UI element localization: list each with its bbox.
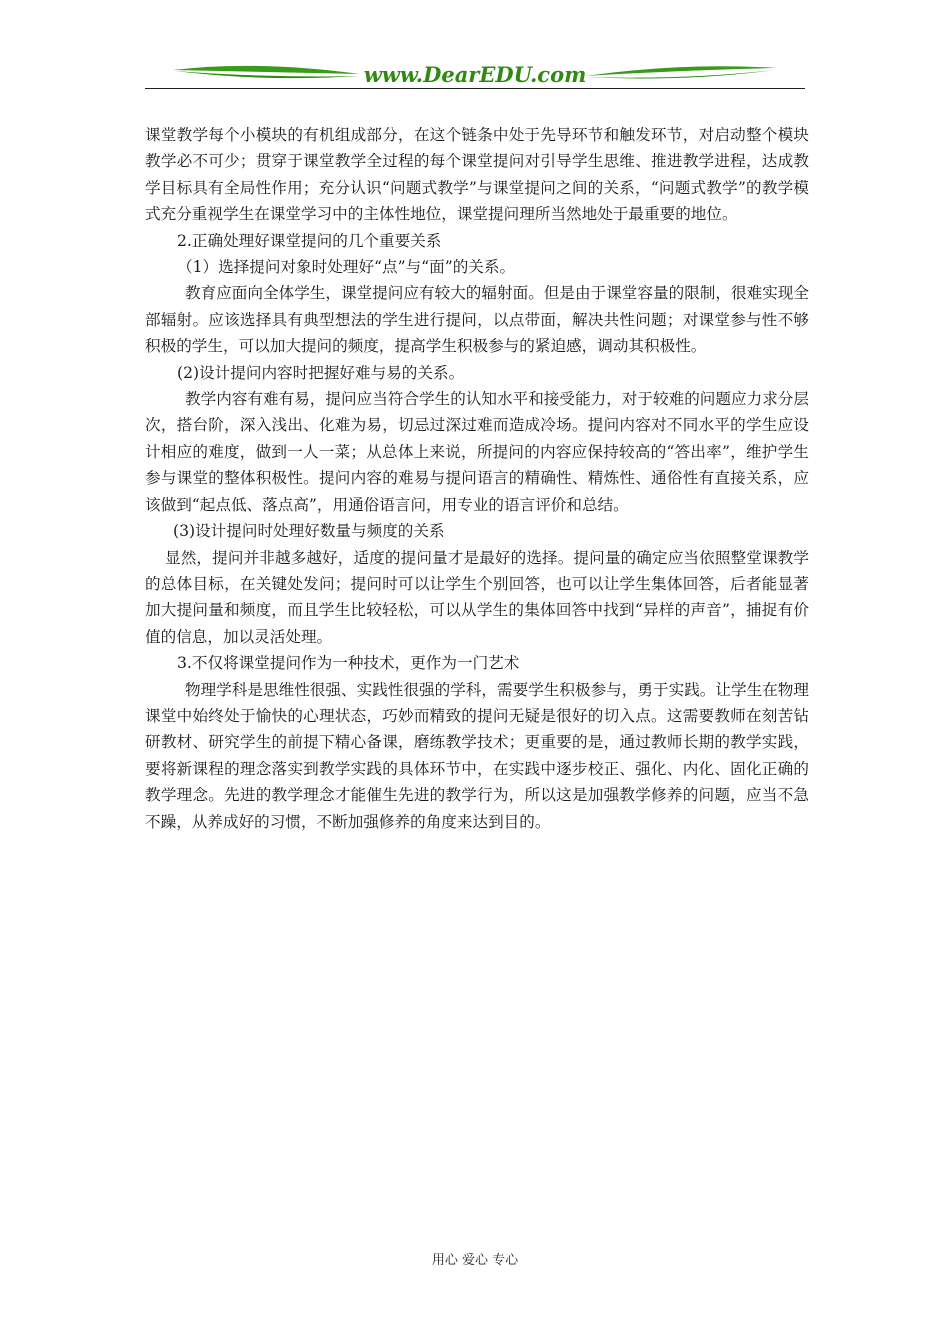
paragraph-art: 物理学科是思维性很强、实践性很强的学科，需要学生积极参与，勇于实践。让学生在物理课堂中始终处于愉快的心理状态，巧妙而精致的提问无疑是很好的切入点。这需要教师在刻苦钻研教材、研究学生的前提下精心备课，磨练教学技术；更重要的是，通过教师长期的教学实践，要将新课程的理念落实到教学实践的具体环节中，在实践中逐步校正、强化、内化、固化正确的教学理念。先进的教学理念才能催生先进的教学行为，所以这是加强教学修养的问题，应当不急不躁，从养成好的习惯，不断加强修养的角度来达到目的。 bbox=[145, 680, 809, 831]
page-footer: 用心 爱心 专心 bbox=[431, 1253, 519, 1268]
subheading-1: （1）选择提问对象时处理好“点”与“面”的关系。 bbox=[177, 258, 516, 277]
section-heading-3: 3.不仅将课堂提问作为一种技术，更作为一门艺术 bbox=[177, 654, 520, 673]
paragraph-quantity: 显然，提问并非越多越好，适度的提问量才是最好的选择。提问量的确定应当依照整堂课教学的总体目标，在关键处发问；提问时可以让学生个别回答，也可以让学生集体回答，后者能显著加大提问量和频度，而且学生比较轻松，可以从学生的集体回答中找到“异样的声音”，捕捉有价值的信息，加以灵活处理。 bbox=[145, 548, 809, 646]
document-body bbox=[145, 122, 809, 835]
site-url: www.DearEDU.com bbox=[363, 62, 587, 87]
paragraph-point-surface: 教育应面向全体学生，课堂提问应有较大的辐射面。但是由于课堂容量的限制，很难实现全部辐射。应该选择具有典型想法的学生进行提问，以点带面，解决共性问题；对课堂参与性不够积极的学生，可以加大提问的频度，提高学生积极参与的紧迫感，调动其积极性。 bbox=[145, 284, 809, 356]
paragraph-intro: 课堂教学每个小模块的有机组成部分，在这个链条中处于先导环节和触发环节，对启动整个模块教学必不可少；贯穿于课堂教学全过程的每个课堂提问对引导学生思维、推进教学进程，达成教学目标具有全局性作用；充分认识“问题式教学”与课堂提问之间的关系，“问题式教学”的教学模式充分重视学生在课堂学习中的主体性地位，课堂提问理所当然地处于最重要的地位。 bbox=[145, 126, 809, 224]
subheading-2: (2)设计提问内容时把握好难与易的关系。 bbox=[177, 363, 465, 382]
subheading-3: (3)设计提问时处理好数量与频度的关系 bbox=[173, 522, 445, 541]
paragraph-difficulty: 教学内容有难有易，提问应当符合学生的认知水平和接受能力，对于较难的问题应力求分层次，搭台阶，深入浅出、化难为易，切忌过深过难而造成冷场。提问内容对不同水平的学生应设计相应的难度，做到一人一菜；从总体上来说，所提问的内容应保持较高的“答出率”，维护学生参与课堂的整体积极性。提问内容的难易与提问语言的精确性、精炼性、通俗性有直接关系，应该做到“起点低、落点高”，用通俗语言问，用专业的语言评价和总结。 bbox=[145, 390, 809, 514]
site-header-banner bbox=[145, 58, 805, 92]
header-divider bbox=[145, 88, 805, 89]
section-heading-2: 2.正确处理好课堂提问的几个重要关系 bbox=[177, 231, 442, 250]
